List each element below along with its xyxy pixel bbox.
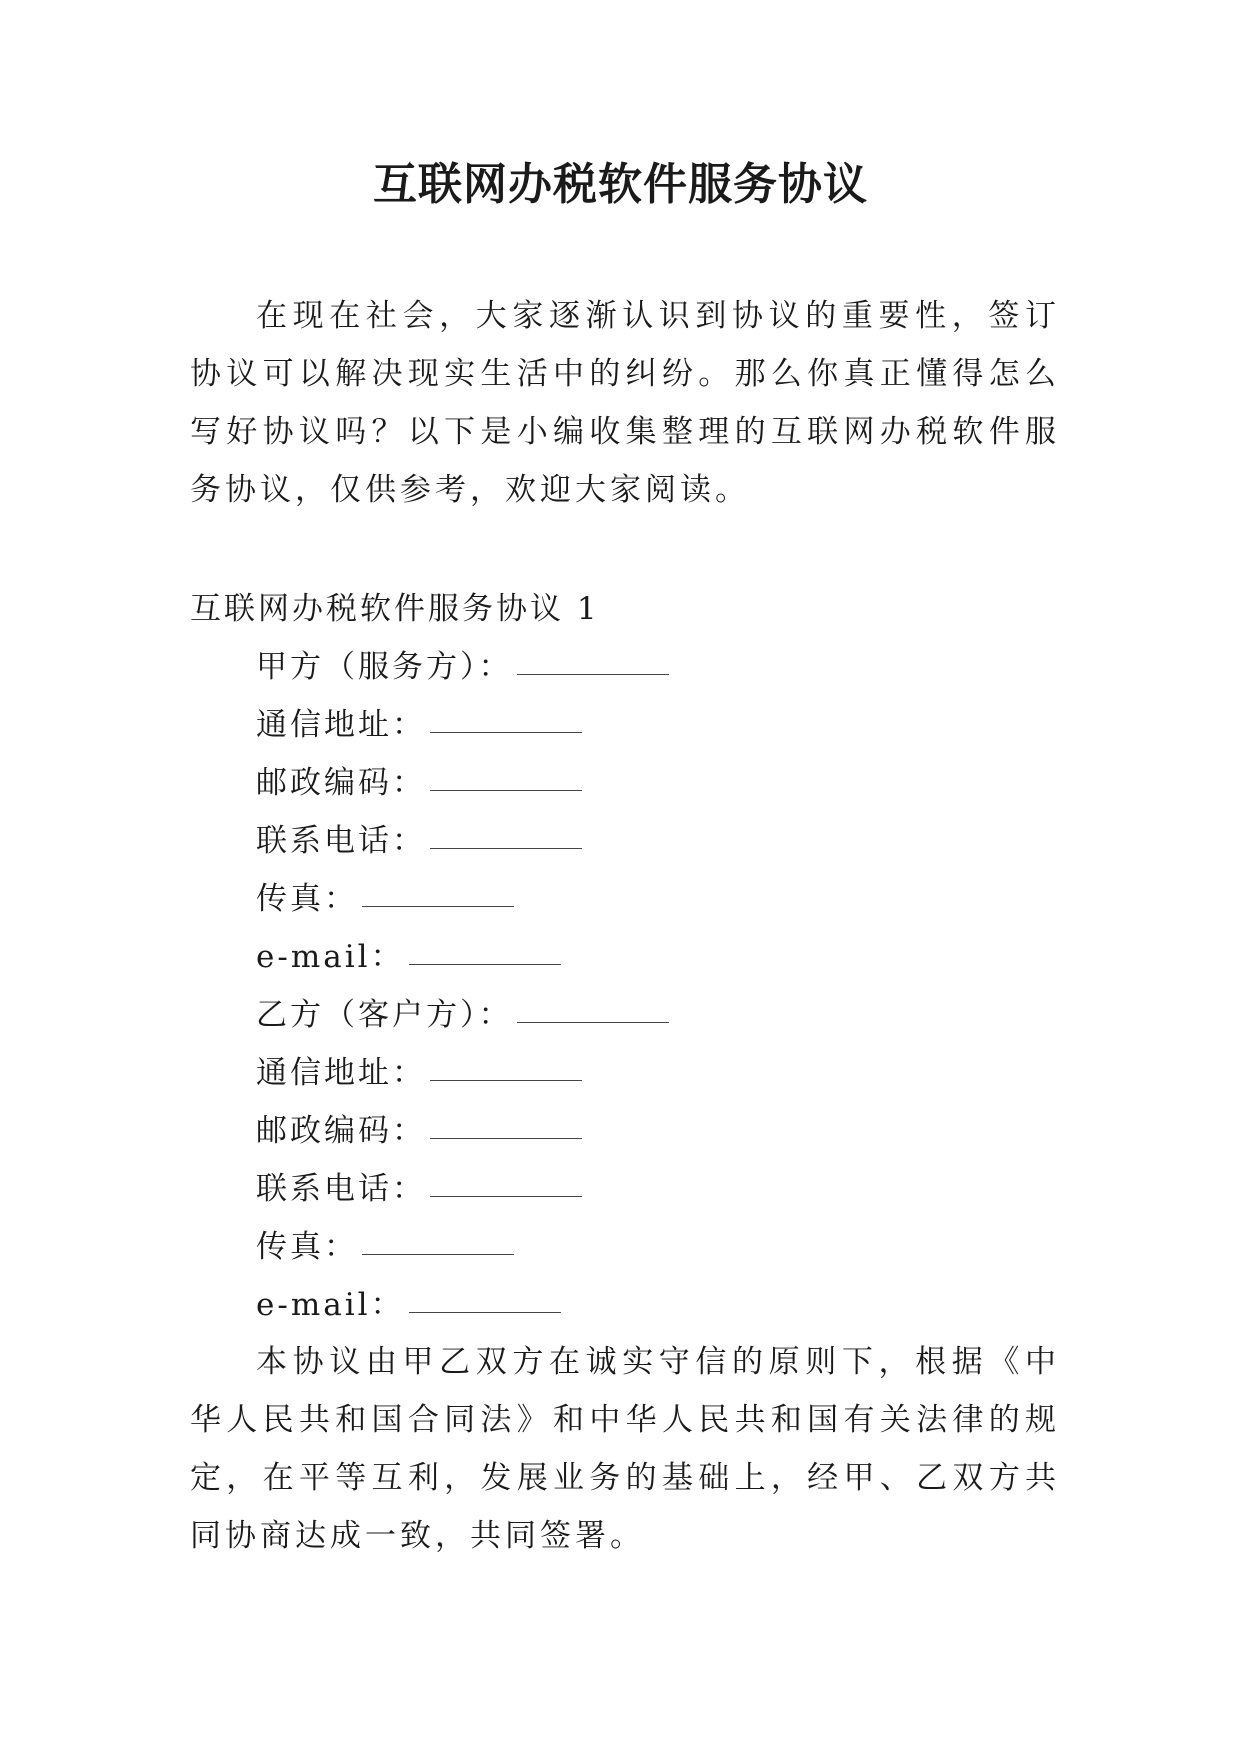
field-phone-b bbox=[256, 1160, 669, 1218]
document-title: 互联网办税软件服务协议 bbox=[373, 159, 868, 210]
field-postcode-b bbox=[256, 1102, 669, 1160]
field-fax-b bbox=[256, 1218, 669, 1276]
field-label: 乙方（客户方）： bbox=[256, 997, 513, 1033]
field-party-b bbox=[256, 986, 669, 1044]
blank-line bbox=[430, 1078, 582, 1081]
field-label: 传真： bbox=[256, 881, 358, 917]
blank-line bbox=[430, 730, 582, 733]
blank-line bbox=[430, 788, 582, 791]
field-label: 通信地址： bbox=[256, 707, 426, 743]
blank-line bbox=[517, 672, 669, 675]
field-phone-a bbox=[256, 812, 669, 870]
closing-paragraph: 本协议由甲乙双方在诚实守信的原则下，根据《中华人民共和国合同法》和中华人民共和国有关法律的规定，在平等互利，发展业务的基础上，经甲、乙双方共同协商达成一致，共同签署。 bbox=[190, 1344, 1060, 1554]
field-label: 邮政编码： bbox=[256, 1113, 426, 1149]
field-label: 联系电话： bbox=[256, 1171, 426, 1207]
field-address-a bbox=[256, 696, 669, 754]
blank-line bbox=[409, 962, 561, 965]
blank-line bbox=[362, 904, 514, 907]
party-fields-list bbox=[256, 638, 669, 1334]
field-label: e-mail： bbox=[256, 939, 405, 975]
blank-line bbox=[362, 1252, 514, 1255]
field-label: e-mail： bbox=[256, 1287, 405, 1323]
intro-paragraph: 在现在社会，大家逐渐认识到协议的重要性，签订协议可以解决现实生活中的纠纷。那么你真正懂得怎么写好协议吗？以下是小编收集整理的互联网办税软件服务协议，仅供参考，欢迎大家阅读。 bbox=[190, 298, 1060, 508]
field-label: 通信地址： bbox=[256, 1055, 426, 1091]
field-email-b bbox=[256, 1276, 669, 1334]
field-label: 邮政编码： bbox=[256, 765, 426, 801]
section-heading: 互联网办税软件服务协议 1 bbox=[190, 591, 600, 627]
field-label: 联系电话： bbox=[256, 823, 426, 859]
blank-line bbox=[430, 1194, 582, 1197]
field-address-b bbox=[256, 1044, 669, 1102]
blank-line bbox=[517, 1020, 669, 1023]
field-party-a bbox=[256, 638, 669, 696]
blank-line bbox=[409, 1310, 561, 1313]
field-label: 传真： bbox=[256, 1229, 358, 1265]
field-email-a bbox=[256, 928, 669, 986]
field-postcode-a bbox=[256, 754, 669, 812]
field-fax-a bbox=[256, 870, 669, 928]
blank-line bbox=[430, 846, 582, 849]
field-label: 甲方（服务方）： bbox=[256, 649, 513, 685]
blank-line bbox=[430, 1136, 582, 1139]
